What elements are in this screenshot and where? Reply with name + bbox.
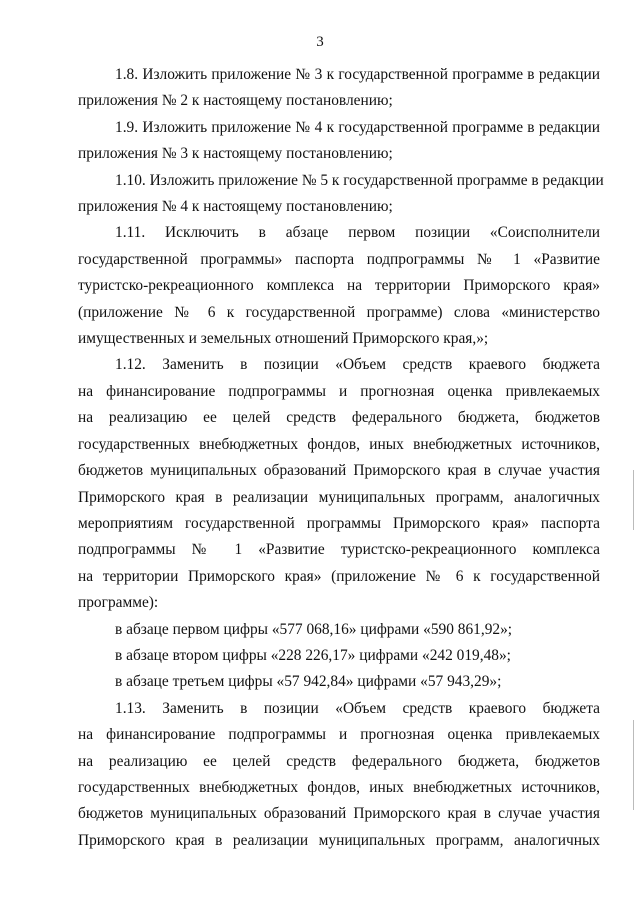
paragraph-1-11: [78, 220, 600, 352]
scan-edge-mark: [633, 720, 634, 810]
subitem-second-paragraph: в абзаце втором цифры «228 226,17» цифрами «242 019,48»;: [115, 646, 511, 664]
text-line: на территории Приморского края» (приложение № 6 к государственной: [78, 567, 600, 585]
text-line: 1.13. Заменить в позиции «Объем средств краевого бюджета: [115, 699, 600, 717]
paragraph-1-13: [78, 696, 600, 854]
text-line: 1.10. Изложить приложение № 5 к государственной программе в редакции: [115, 171, 604, 189]
scan-edge-mark: [633, 470, 634, 530]
subitem-third-paragraph: в абзаце третьем цифры «57 942,84» цифрами «57 943,29»;: [115, 673, 502, 691]
paragraph-1-10: [78, 168, 604, 221]
text-line: 1.12. Заменить в позиции «Объем средств краевого бюджета: [115, 356, 600, 374]
document-body: [78, 62, 604, 854]
subitem-first-paragraph: в абзаце первом цифры «577 068,16» цифрами «590 861,92»;: [115, 620, 513, 638]
text-line: 1.8. Изложить приложение № 3 к государственной программе в редакции: [115, 66, 600, 83]
text-line: приложения № 3 к настоящему постановлению;: [78, 145, 393, 163]
text-line: туристско-рекреационного комплекса на территории Приморского края»: [78, 277, 600, 295]
text-line: Приморского края в реализации муниципальных программ, аналогичных: [78, 831, 600, 849]
paragraph-1-8: [78, 62, 600, 115]
text-line: мероприятиям государственной программы Приморского края» паспорта: [78, 514, 600, 532]
text-line: имущественных и земельных отношений Приморского края,»;: [78, 330, 489, 348]
text-line: на реализацию ее целей средств федерального бюджета, бюджетов: [78, 752, 600, 770]
text-line: государственной программы» паспорта подпрограммы № 1 «Развитие: [78, 250, 600, 268]
text-line: на финансирование подпрограммы и прогнозная оценка привлекаемых: [78, 382, 600, 400]
text-line: 1.11. Исключить в абзаце первом позиции «Соисполнители: [115, 224, 600, 242]
paragraph-1-12: [78, 352, 600, 616]
text-line: программе):: [78, 594, 159, 612]
text-line: 1.9. Изложить приложение № 4 к государственной программе в редакции: [115, 118, 600, 136]
text-line: бюджетов муниципальных образований Приморского края в случае участия: [78, 462, 600, 480]
text-line: на реализацию ее целей средств федерального бюджета, бюджетов: [78, 409, 600, 427]
text-line: приложения № 2 к настоящему постановлению;: [78, 92, 393, 110]
page-number: 3: [316, 34, 324, 50]
paragraph-1-9: [78, 115, 600, 168]
text-line: бюджетов муниципальных образований Приморского края в случае участия: [78, 805, 600, 823]
text-line: государственных внебюджетных фондов, иных внебюджетных источников,: [78, 435, 600, 453]
text-line: на финансирование подпрограммы и прогнозная оценка привлекаемых: [78, 726, 600, 744]
text-line: государственных внебюджетных фондов, иных внебюджетных источников,: [78, 778, 600, 796]
text-line: (приложение № 6 к государственной программе) слова «министерство: [78, 303, 600, 321]
text-line: подпрограммы № 1 «Развитие туристско-рекреационного комплекса: [78, 541, 600, 559]
text-line: Приморского края в реализации муниципальных программ, аналогичных: [78, 488, 600, 506]
text-line: приложения № 4 к настоящему постановлению;: [78, 198, 393, 216]
